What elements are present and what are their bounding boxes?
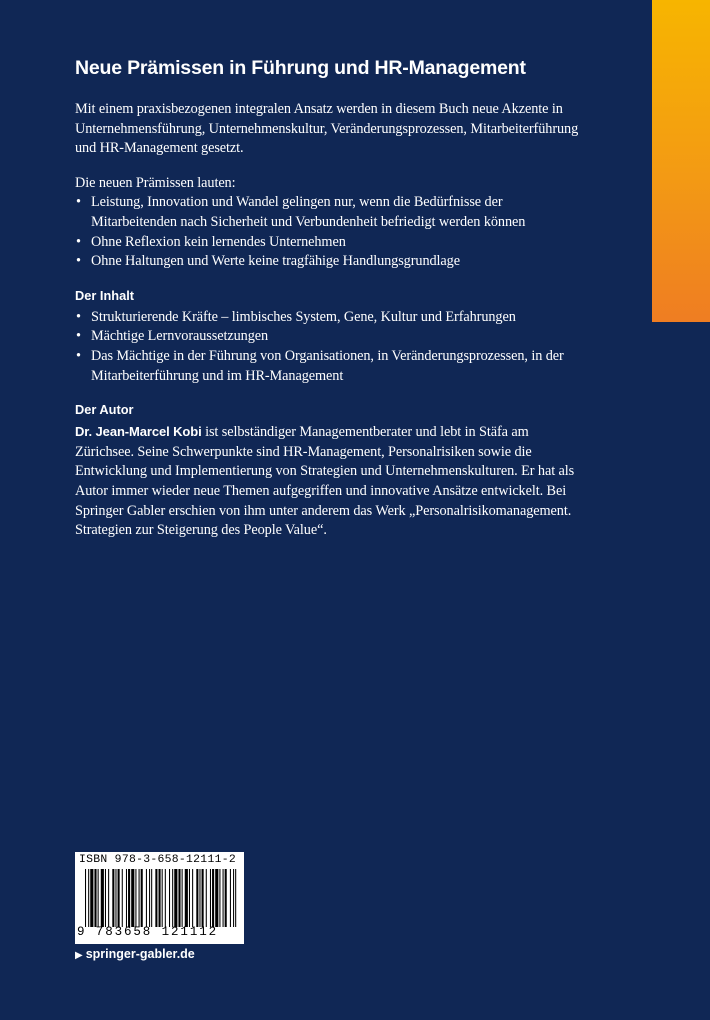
premises-list <box>75 193 580 271</box>
author-paragraph <box>75 422 580 541</box>
barcode-bar <box>225 869 227 927</box>
barcode-bar <box>189 869 190 927</box>
bullet-icon: • <box>76 233 81 250</box>
barcode-bar <box>233 869 234 927</box>
list-item <box>75 252 580 272</box>
bullet-icon: • <box>76 308 81 325</box>
barcode-bar <box>88 869 89 927</box>
barcode-bar <box>128 869 130 927</box>
isbn-barcode <box>75 852 244 944</box>
barcode-bar <box>185 869 188 927</box>
list-item <box>75 327 580 347</box>
barcode-bar <box>118 869 120 927</box>
author-heading: Der Autor <box>75 402 134 418</box>
bullet-icon: • <box>76 347 81 364</box>
barcode-bar <box>90 869 93 927</box>
barcode-bar <box>94 869 96 927</box>
accent-bar <box>652 0 710 322</box>
author-name: Dr. Jean-Marcel Kobi <box>75 424 202 440</box>
barcode-bar <box>139 869 140 927</box>
barcode-bar <box>182 869 183 927</box>
barcode-bar <box>159 869 161 927</box>
contents-heading: Der Inhalt <box>75 287 135 303</box>
barcode-bars <box>85 869 237 927</box>
barcode-bar <box>98 869 99 927</box>
barcode-bar <box>206 869 207 927</box>
barcode-bar <box>178 869 180 927</box>
barcode-bar <box>131 869 134 927</box>
book-title: Neue Prämissen in Führung und HR-Management <box>75 57 526 79</box>
barcode-bar <box>196 869 198 927</box>
barcode-bar <box>223 869 224 927</box>
back-cover-text <box>75 55 580 541</box>
barcode-bar <box>126 869 127 927</box>
bullet-icon: • <box>76 194 81 211</box>
list-item <box>75 193 580 232</box>
contents-list <box>75 308 580 386</box>
list-item-text: Mächtige Lernvoraussetzungen <box>91 328 269 345</box>
barcode-bar <box>149 869 150 927</box>
list-item-text: Das Mächtige in der Führung von Organisationen, in Veränderungsprozessen, in der Mitarbeiterführung und im HR-Management <box>91 347 564 384</box>
barcode-bar <box>105 869 106 927</box>
barcode-bar <box>202 869 204 927</box>
author-bio: ist selbständiger Managementberater und lebt in Stäfa am Zürichsee. Seine Schwerpunkte sind HR-Management, Personalrisiken sowie die Entwicklung und Implementierung von Strategien und Unternehmenskulturen. Er hat als Autor immer wieder neue Themen aufgegriffen und innovative Ansätze entwickelt. Bei Springer Gabler erschien von ihm unter anderem das Werk „Personalrisikomanagement. Strategien zur Steigerung des People Value“. <box>75 424 575 539</box>
barcode-bar <box>165 869 166 927</box>
barcode-bar <box>215 869 218 927</box>
list-item-text: Ohne Reflexion kein lernendes Unternehmen <box>91 233 346 250</box>
barcode-bar <box>112 869 114 927</box>
bullet-icon: • <box>76 253 81 270</box>
isbn-label: ISBN 978-3-658-12111-2 <box>79 854 236 866</box>
barcode-bar <box>155 869 157 927</box>
barcode-bar <box>210 869 211 927</box>
intro-paragraph: Mit einem praxisbezogenen integralen Ansatz werden in diesem Buch neue Akzente in Unternehmensführung, Unternehmenskultur, Veränderungsprozessen, Mitarbeiterführung und HR-Management gesetzt. <box>75 101 579 157</box>
barcode-bar <box>199 869 200 927</box>
bullet-icon: • <box>76 328 81 345</box>
barcode-bar <box>212 869 214 927</box>
barcode-bar <box>172 869 173 927</box>
barcode-bar <box>101 869 104 927</box>
barcode-bar <box>122 869 123 927</box>
premises-lead: Die neuen Prämissen lauten: <box>75 174 236 191</box>
barcode-bar <box>219 869 220 927</box>
barcode-bar <box>192 869 193 927</box>
barcode-bar <box>141 869 143 927</box>
barcode-bar <box>169 869 170 927</box>
barcode-digits: 9 783658 121112 <box>77 925 219 939</box>
barcode-bar <box>146 869 147 927</box>
barcode-bar <box>85 869 86 927</box>
barcode-bar <box>135 869 136 927</box>
list-item <box>75 308 580 328</box>
list-item-text: Leistung, Innovation und Wandel gelingen nur, wenn die Bedürfnisse der Mitarbeitenden nach Sicherheit und Verbundenheit befriedigt werden können <box>91 194 526 230</box>
barcode-bar <box>108 869 109 927</box>
barcode-bar <box>162 869 163 927</box>
barcode-bar <box>235 869 236 927</box>
publisher-link[interactable] <box>75 947 195 961</box>
barcode-bar <box>174 869 177 927</box>
list-item <box>75 347 580 386</box>
publisher-url: springer-gabler.de <box>85 947 195 961</box>
barcode-bar <box>115 869 116 927</box>
list-item-text: Ohne Haltungen und Werte keine tragfähige Handlungsgrundlage <box>91 253 460 270</box>
list-item-text: Strukturierende Kräfte – limbisches System, Gene, Kultur und Erfahrungen <box>91 308 516 325</box>
arrow-right-icon: ▶ <box>75 950 83 961</box>
barcode-bar <box>230 869 231 927</box>
barcode-bar <box>151 869 152 927</box>
list-item <box>75 233 580 253</box>
